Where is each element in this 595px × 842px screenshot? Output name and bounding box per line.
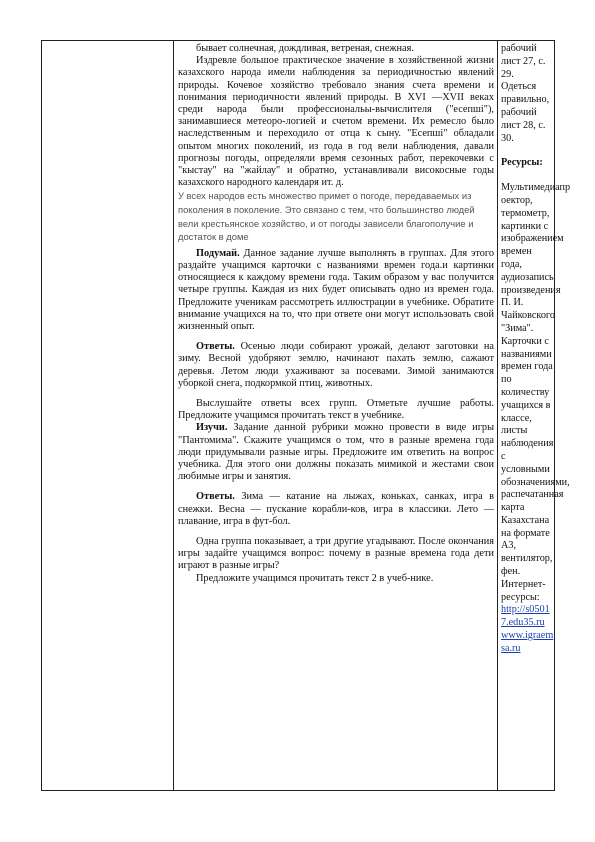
link-wrapper-1 [501,604,554,630]
lesson-content-column [174,41,497,790]
lesson-plan-table [41,40,571,791]
paragraph-think-task [178,248,494,333]
paragraph-weather-types: бывает солнечная, дождливая, ветреная, снежная. [196,43,414,54]
study-label: Изучи. [196,422,228,434]
left-column-empty [42,41,173,790]
paragraph-study-task [178,422,494,483]
think-label: Подумай. [196,247,240,259]
paragraph-listen-answers: Выслушайте ответы всех групп. Отметьте лучшие работы. Предложите учащимся прочитать текст в учебнике. [178,398,494,422]
worksheet-28: Одеться правильно, рабочий лист 28, с. 30. [501,81,550,144]
answers-label: Ответы. [196,341,235,353]
paragraph-weather-signs: У всех народов есть множество примет о погоде, передаваемых из поколения в поколение. Это связано с тем, что большинство людей вели крестьянское хозяйство, и от погоды зависели благополучие и достаток в доме [178,190,475,243]
resources-title: Ресурсы: [501,157,543,169]
paragraph-answers-games [178,491,494,528]
internet-resources-label: Интернет-ресурсы: [501,578,546,603]
worksheet-27: рабочий лист 27, с. 29. [501,43,546,80]
answers-text: Осенью люди собирают урожай, делают заготовки на зиму. Весной удобряют землю, начинают пахать землю, сажают деревья. Летом люди ухаживают за посевами. Зимой занимаются уборкой снега, подкормкой птиц, животных. [178,341,494,389]
link-s05017[interactable]: http://s05017.edu35.ru [501,604,550,629]
think-text: Данное задание лучше выполнять в группах. Для этого раздайте учащимся карточки с названиями времен года.и картинки относящиеся к каждому времени года. Таким образом у вас получится четыре группы. Каждая из них будет описывать одно из времен года. Предложите ученикам рассмотреть иллюстрации в учебнике. Обратите внимание учащихся на то, что при ответе они могут использовать свой жизненный опыт. [178,247,494,333]
link-igraemsa[interactable]: www.igraemsa.ru [501,630,554,654]
answers-games-text: Зима — катание на лыжах, коньках, санках, игра в снежки. Весна — пускание корабли-ков, игра в классики. Лето — плавание, игра в фут-бол. [178,491,494,527]
link-wrapper-2 [501,630,554,656]
resources-column [498,41,571,790]
answers-games-label: Ответы. [196,491,235,503]
paragraph-kazakh-observations: Издревле большое практическое значение в хозяйственной жизни казахского народа имели наблюдения за периодичностью явлений природы. Кочевое хозяйство требовало знания счета времени и понимания периодичности явлений природы. В XVI —XVII веках среди народа были профессиональы-вычислителя ("есепші"), занимавшиеся метеоро-логией и счетом времени. Их ремесло было наследственным и переходило от отца к сыну. "Есепші" обладали опытом многих поколений, из года в год вели наблюдения, давали прогнозы погоды, определяли время сезонных работ, перекочевки с "кыстау" на "жайлау" и обратно, устанавливали високосные годы казахского народного календаря ит. д. [178,55,494,189]
resources-list: Мультимедиапр оектор, термометр, картинки с изображением времен года, аудиозапись произведения П. И. Чайковского "Зима". Карточки с названиями времен года по количеству учащихся в классе, листы наблюдения с условными обозначениями, распечатанная карта Казахстана на формате А3, вентилятор, фен. [501,182,571,578]
paragraph-read-text-2: Предложите учащимся прочитать текст 2 в учеб-нике. [196,572,434,584]
study-text: Задание данной рубрики можно провести в виде игры "Пантомима". Скажите учащимся о том, что в разные времена года люди придумывали разные игры. Предложите им ответить на вопрос учебника. Для этого они должны показать мимикой и жестами свои любимые игры и занятия. [178,422,494,483]
paragraph-group-guessing: Одна группа показывает, а три другие угадывают. После окончания игры задайте учащимся вопрос: почему в разные времена года дети играют в разные игры? [178,536,494,572]
paragraph-answers-seasons [178,341,494,390]
